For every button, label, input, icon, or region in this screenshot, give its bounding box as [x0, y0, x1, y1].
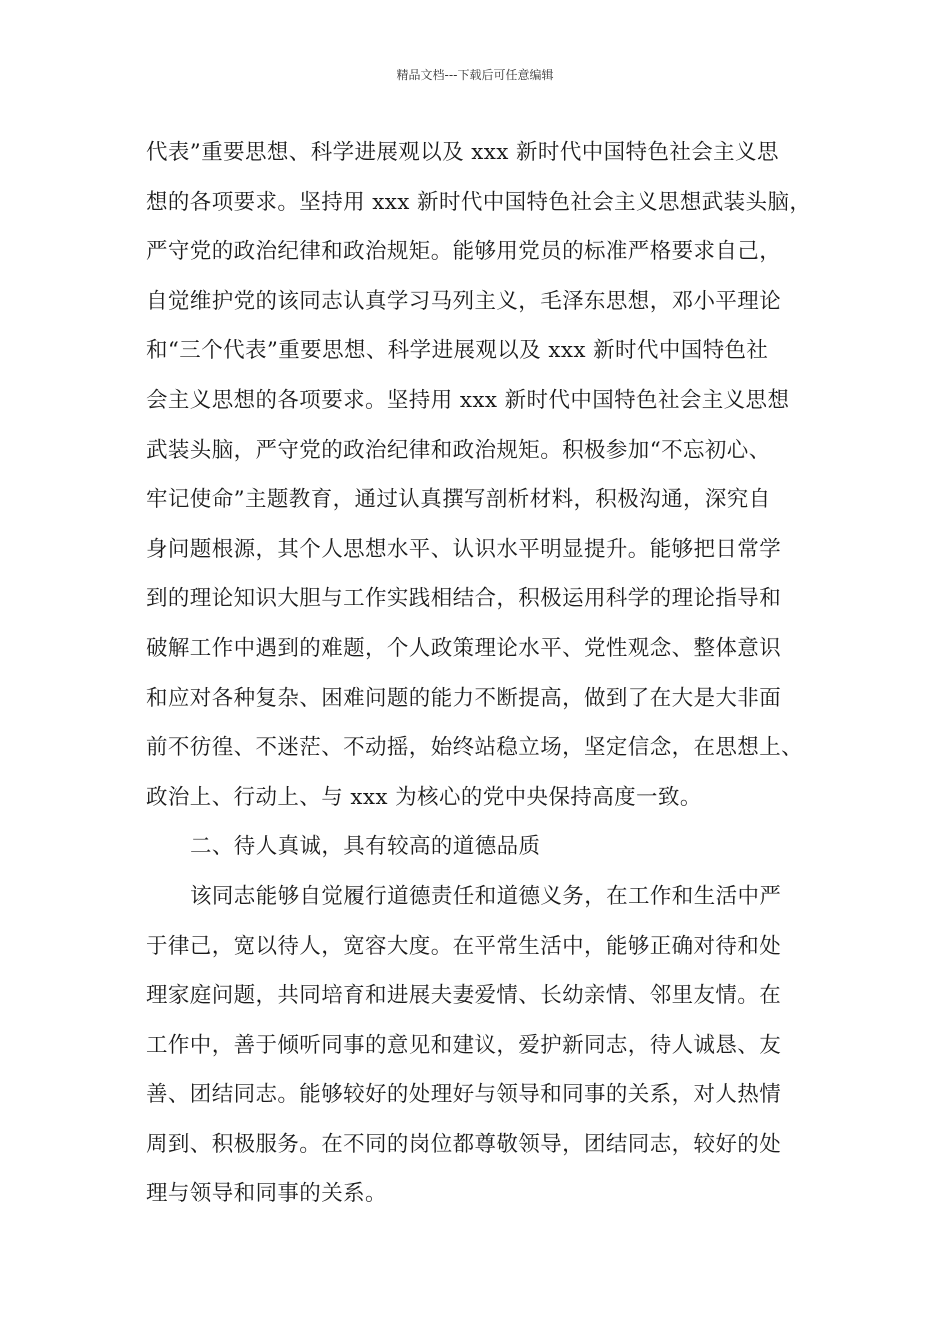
text-line: 想的各项要求。坚持用 xxx 新时代中国特色社会主义思想武装头脑， [146, 189, 812, 215]
body-text [146, 128, 846, 1219]
text-line: 前不彷徨、不迷茫、不动摇，始终站稳立场，坚定信念，在思想上、 [146, 735, 804, 761]
text-line: 身问题根源，其个人思想水平、认识水平明显提升。能够把日常学 [146, 536, 782, 562]
text-line: 政治上、行动上、与 xxx 为核心的党中央保持高度一致。 [146, 784, 702, 810]
text-line: 理家庭问题，共同培育和进展夫妻爱情、长幼亲情、邻里友情。在 [146, 983, 782, 1009]
text-line: 周到、积极服务。在不同的岗位都尊敬领导，团结同志，较好的处 [146, 1131, 782, 1157]
text-line: 二、待人真诚，具有较高的道德品质 [190, 834, 541, 860]
text-line: 和“三个代表”重要思想、科学进展观以及 xxx 新时代中国特色社 [146, 338, 769, 364]
text-line: 严守党的政治纪律和政治规矩。能够用党员的标准严格要求自己， [146, 239, 782, 265]
text-line: 和应对各种复杂、困难问题的能力不断提高，做到了在大是大非面 [146, 685, 782, 711]
text-line: 代表”重要思想、科学进展观以及 xxx 新时代中国特色社会主义思 [146, 140, 779, 165]
text-line: 该同志能够自觉履行道德责任和道德义务，在工作和生活中严 [190, 883, 782, 909]
text-line: 牢记使命”主题教育，通过认真撰写剖析材料，积极沟通，深究自 [146, 487, 771, 513]
page-header: 精品文档---下载后可任意编辑 [396, 68, 554, 82]
text-line: 到的理论知识大胆与工作实践相结合，积极运用科学的理论指导和 [146, 586, 782, 612]
text-line: 武装头脑，严守党的政治纪律和政治规矩。积极参加“不忘初心、 [146, 437, 771, 463]
text-line: 会主义思想的各项要求。坚持用 xxx 新时代中国特色社会主义思想 [146, 387, 790, 413]
text-line: 理与领导和同事的关系。 [146, 1181, 387, 1207]
text-line: 善、团结同志。能够较好的处理好与领导和同事的关系，对人热情 [146, 1082, 782, 1108]
text-line: 工作中，善于倾听同事的意见和建议，爱护新同志，待人诚恳、友 [146, 1032, 782, 1058]
text-line: 于律己，宽以待人，宽容大度。在平常生活中，能够正确对待和处 [146, 933, 782, 959]
text-line: 破解工作中遇到的难题，个人政策理论水平、党性观念、整体意识 [146, 635, 782, 661]
text-line: 自觉维护党的该同志认真学习马列主义，毛泽东思想，邓小平理论 [146, 288, 782, 314]
